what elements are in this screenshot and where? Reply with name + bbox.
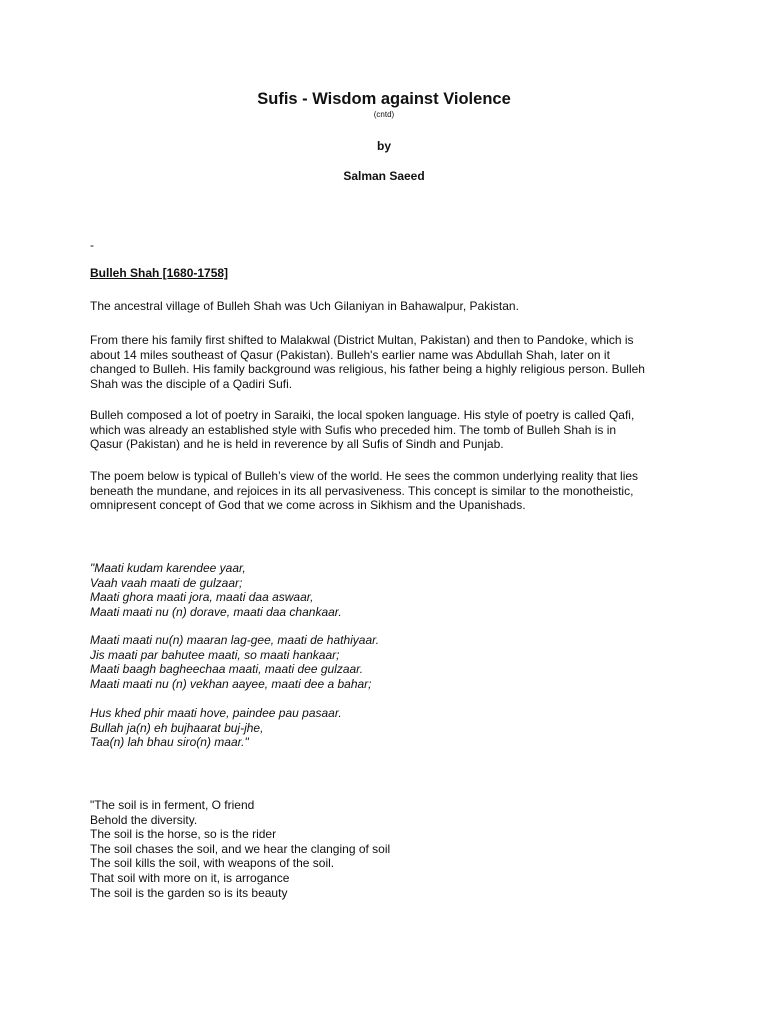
poem-line: Maati maati nu (n) vekhan aayee, maati dee a bahar; (90, 676, 372, 691)
poem-line: Jis maati par bahutee maati, so maati hankaar; (90, 647, 340, 662)
poem-line: "Maati kudam karendee yaar, (90, 561, 246, 575)
paragraph-line: Qasur (Pakistan) and he is held in reverence by all Sufis of Sindh and Punjab. (90, 437, 504, 452)
poem-stanza-3 (90, 706, 690, 750)
paragraph-line: which was already an established style with Sufis who preceded him. The tomb of Bulleh Shah is in (90, 422, 617, 437)
paragraph-line: The poem below is typical of Bulleh’s view of the world. He sees the common underlying reality that lies (90, 469, 639, 483)
paragraph-line: Shah was the disciple of a Qadiri Sufi. (90, 376, 293, 391)
poem-translation (90, 798, 690, 900)
paragraph-ancestral-village (90, 299, 690, 314)
poem-line: Maati ghora maati jora, maati daa aswaar, (90, 590, 314, 605)
poem-line: Hus khed phir maati hove, paindee pau pasaar. (90, 706, 342, 720)
poem-line: Bullah ja(n) eh bujhaarat buj-jhe, (90, 720, 264, 735)
paragraph-line: The ancestral village of Bulleh Shah was Uch Gilaniyan in Bahawalpur, Pakistan. (90, 299, 519, 313)
translation-line: The soil is the horse, so is the rider (90, 827, 277, 842)
paragraph-line: about 14 miles southeast of Qasur (Pakistan). Bulleh's earlier name was Abdullah Shah, later on it (90, 347, 610, 362)
poem-line: Maati maati nu(n) maaran lag-gee, maati de hathiyaar. (90, 633, 380, 647)
document-title: Sufis - Wisdom against Violence (257, 90, 511, 108)
paragraph-poem-intro (90, 469, 690, 513)
poem-stanza-1 (90, 561, 690, 619)
paragraph-line: Bulleh composed a lot of poetry in Saraiki, the local spoken language. His style of poetry is called Qafi, (90, 408, 635, 422)
translation-line: Behold the diversity. (90, 812, 198, 827)
poem-line: Maati maati nu (n) dorave, maati daa chankaar. (90, 604, 342, 619)
byline: by (376, 139, 391, 153)
paragraph-line: changed to Bulleh. His family background was religious, his father being a highly religious person. Bulleh (90, 362, 645, 377)
paragraph-poetry-style (90, 408, 690, 452)
poem-line: Maati baagh bagheechaa maati, maati dee gulzaar. (90, 662, 364, 677)
translation-line: The soil kills the soil, with weapons of the soil. (90, 856, 335, 871)
stray-dash: - (90, 238, 94, 252)
paragraph-line: beneath the mundane, and rejoices in its all pervasiveness. This concept is similar to the monotheistic, (90, 483, 634, 498)
section-heading: Bulleh Shah [1680-1758] (90, 266, 229, 280)
poem-stanza-2 (90, 633, 690, 691)
translation-line: The soil is the garden so is its beauty (90, 885, 288, 900)
poem-line: Taa(n) lah bhau siro(n) maar." (90, 735, 249, 750)
translation-line: That soil with more on it, is arrogance (90, 870, 290, 885)
document-subtitle: (cntd) (373, 110, 395, 119)
paragraph-line: From there his family first shifted to Malakwal (District Multan, Pakistan) and then to Pandoke, which is (90, 333, 634, 347)
translation-line: "The soil is in ferment, O friend (90, 798, 255, 812)
paragraph-line: omnipresent concept of God that we come across in Sikhism and the Upanishads. (90, 498, 526, 513)
paragraph-family-history (90, 333, 690, 391)
poem-line: Vaah vaah maati de gulzaar; (90, 575, 243, 590)
author-name: Salman Saeed (343, 169, 425, 183)
translation-line: The soil chases the soil, and we hear the clanging of soil (90, 841, 391, 856)
